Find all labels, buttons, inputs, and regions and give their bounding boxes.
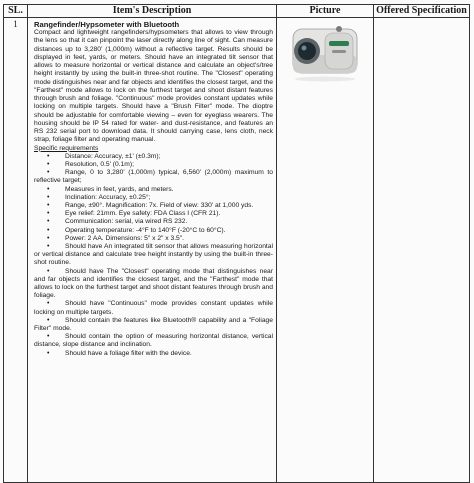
requirement-text: Should contain the option of measuring horizontal distance, vertical distance, slope distance and inclination. — [34, 333, 273, 349]
rangefinder-device-image — [279, 21, 371, 85]
requirement-item — [34, 350, 273, 358]
requirement-text: Distance: Accuracy, ±1' (±0.3m); — [65, 152, 161, 160]
bullet-icon: • — [47, 218, 50, 226]
item-title: Rangefinder/Hypsometer with Bluetooth — [34, 20, 180, 29]
bullet-icon: • — [47, 169, 50, 177]
bullet-icon: • — [47, 300, 50, 308]
specification-table — [3, 4, 470, 483]
requirement-item — [34, 153, 273, 161]
device-lens — [298, 42, 316, 60]
requirement-item — [34, 235, 273, 243]
requirement-item — [34, 210, 273, 218]
header-offered-specification: Offered Specification — [374, 5, 470, 18]
bullet-icon: • — [47, 152, 50, 160]
requirement-text: Communication: serial, via wired RS 232. — [65, 218, 188, 226]
requirement-text: Operating temperature: -4°F to 140°F (-20°C to 60°C). — [65, 226, 226, 234]
bullet-icon: • — [47, 226, 50, 234]
requirement-item — [34, 300, 273, 316]
bullet-icon: • — [47, 349, 50, 357]
table-header-row — [4, 5, 470, 18]
item-description-text: Compact and lightweight rangefinders/hypsometers that allows to view through the lens so that it can pinpoint the laser directly along line of sight. Can measure distances up to 3,280’ (1,000m) without a reflective target. Results should be displayed in feet, yards, or meters. Should have an integrated tilt sensor that allows to measure horizontal or vertical distance and calculate an object's/tree height instantly by using the built-in three-shot routine. The "Closest" operating mode distinguishes near and far objects and identifies the closest target, and the "Farthest" mode allows to lock on the furthest target and shoot distant features through brush and foliage. "Continuous" mode provides constant updates while locking on multiple targets. Should have a "Brush Filter" mode. The dioptre should be adjustable for comfortable viewing – even for eyeglass wearers. The housing should be IP 54 rated for water- and dust-resistance, and features an RS 232 serial port to download data. It should carrying case, lens cloth, neck strap, foliage filter and operating manual. — [34, 29, 273, 144]
offered-specification-cell — [374, 18, 470, 483]
bullet-icon: • — [47, 234, 50, 242]
requirement-text: Power: 2 AA. Dimensions: 5" x 2" x 3.5". — [65, 234, 185, 242]
requirement-item — [34, 202, 273, 210]
bullet-icon: • — [47, 267, 50, 275]
requirement-text: Resolution, 0.5' (0.1m); — [65, 161, 134, 168]
requirement-item — [34, 268, 273, 301]
bullet-icon: • — [47, 161, 50, 168]
requirement-item — [34, 169, 273, 185]
bullet-icon: • — [47, 316, 50, 324]
requirement-text: Inclination: Accuracy, ±0.25°; — [65, 193, 151, 201]
requirement-text: Range, ±90°. Magnification: 7x. Field of view: 330' at 1,000 yds. — [65, 202, 254, 210]
sl-number: 1 — [4, 18, 28, 483]
header-sl: SL. — [4, 5, 28, 18]
requirements-list — [34, 153, 273, 358]
requirement-item — [34, 333, 273, 349]
requirement-item — [34, 218, 273, 226]
requirement-text: Should have a foliage filter with the device. — [65, 349, 192, 357]
bullet-icon: • — [47, 210, 50, 218]
device-brand-label — [329, 41, 349, 46]
bullet-icon: • — [47, 185, 50, 193]
requirement-item — [34, 317, 273, 333]
requirement-item — [34, 186, 273, 194]
header-picture: Picture — [277, 5, 374, 18]
requirement-text: Measures in feet, yards, and meters. — [65, 185, 174, 193]
requirements-heading: Specific requirements — [34, 144, 99, 152]
requirement-text: Should have An integrated tilt sensor that allows measuring horizontal or vertical distance and calculate tree height instantly by using the built-in three-shot routine. — [34, 243, 273, 267]
requirement-item — [34, 161, 273, 169]
bullet-icon: • — [47, 333, 50, 341]
bullet-icon: • — [47, 202, 50, 210]
item-description-cell — [28, 18, 277, 483]
header-item-description: Item's Description — [28, 5, 277, 18]
table-row — [4, 18, 470, 483]
requirement-text: Range, 0 to 3,280' (1,000m) typical, 6,560' (2,000m) maximum to reflective target; — [34, 169, 273, 185]
picture-cell — [277, 18, 374, 483]
bullet-icon: • — [47, 243, 50, 251]
requirement-text: Should have The "Closest" operating mode that distinguishes near and far objects and identifies the closest target, and the "Farthest" mode that allows to lock on the furthest target and shoot distant features through brush and foliage. — [34, 267, 273, 300]
requirement-text: Should contain the features like Bluetooth® capability and a "Foliage Filter" mode. — [34, 316, 273, 333]
requirement-item — [34, 194, 273, 202]
requirement-text: Should have "Continuous" mode provides constant updates while locking on multiple targets. — [34, 300, 273, 316]
requirement-item — [34, 243, 273, 268]
requirement-text: Eye relief: 21mm. Eye safety: FDA Class I (CFR 21). — [65, 210, 221, 218]
bullet-icon: • — [47, 193, 50, 201]
requirement-item — [34, 227, 273, 235]
device-button — [336, 26, 342, 32]
